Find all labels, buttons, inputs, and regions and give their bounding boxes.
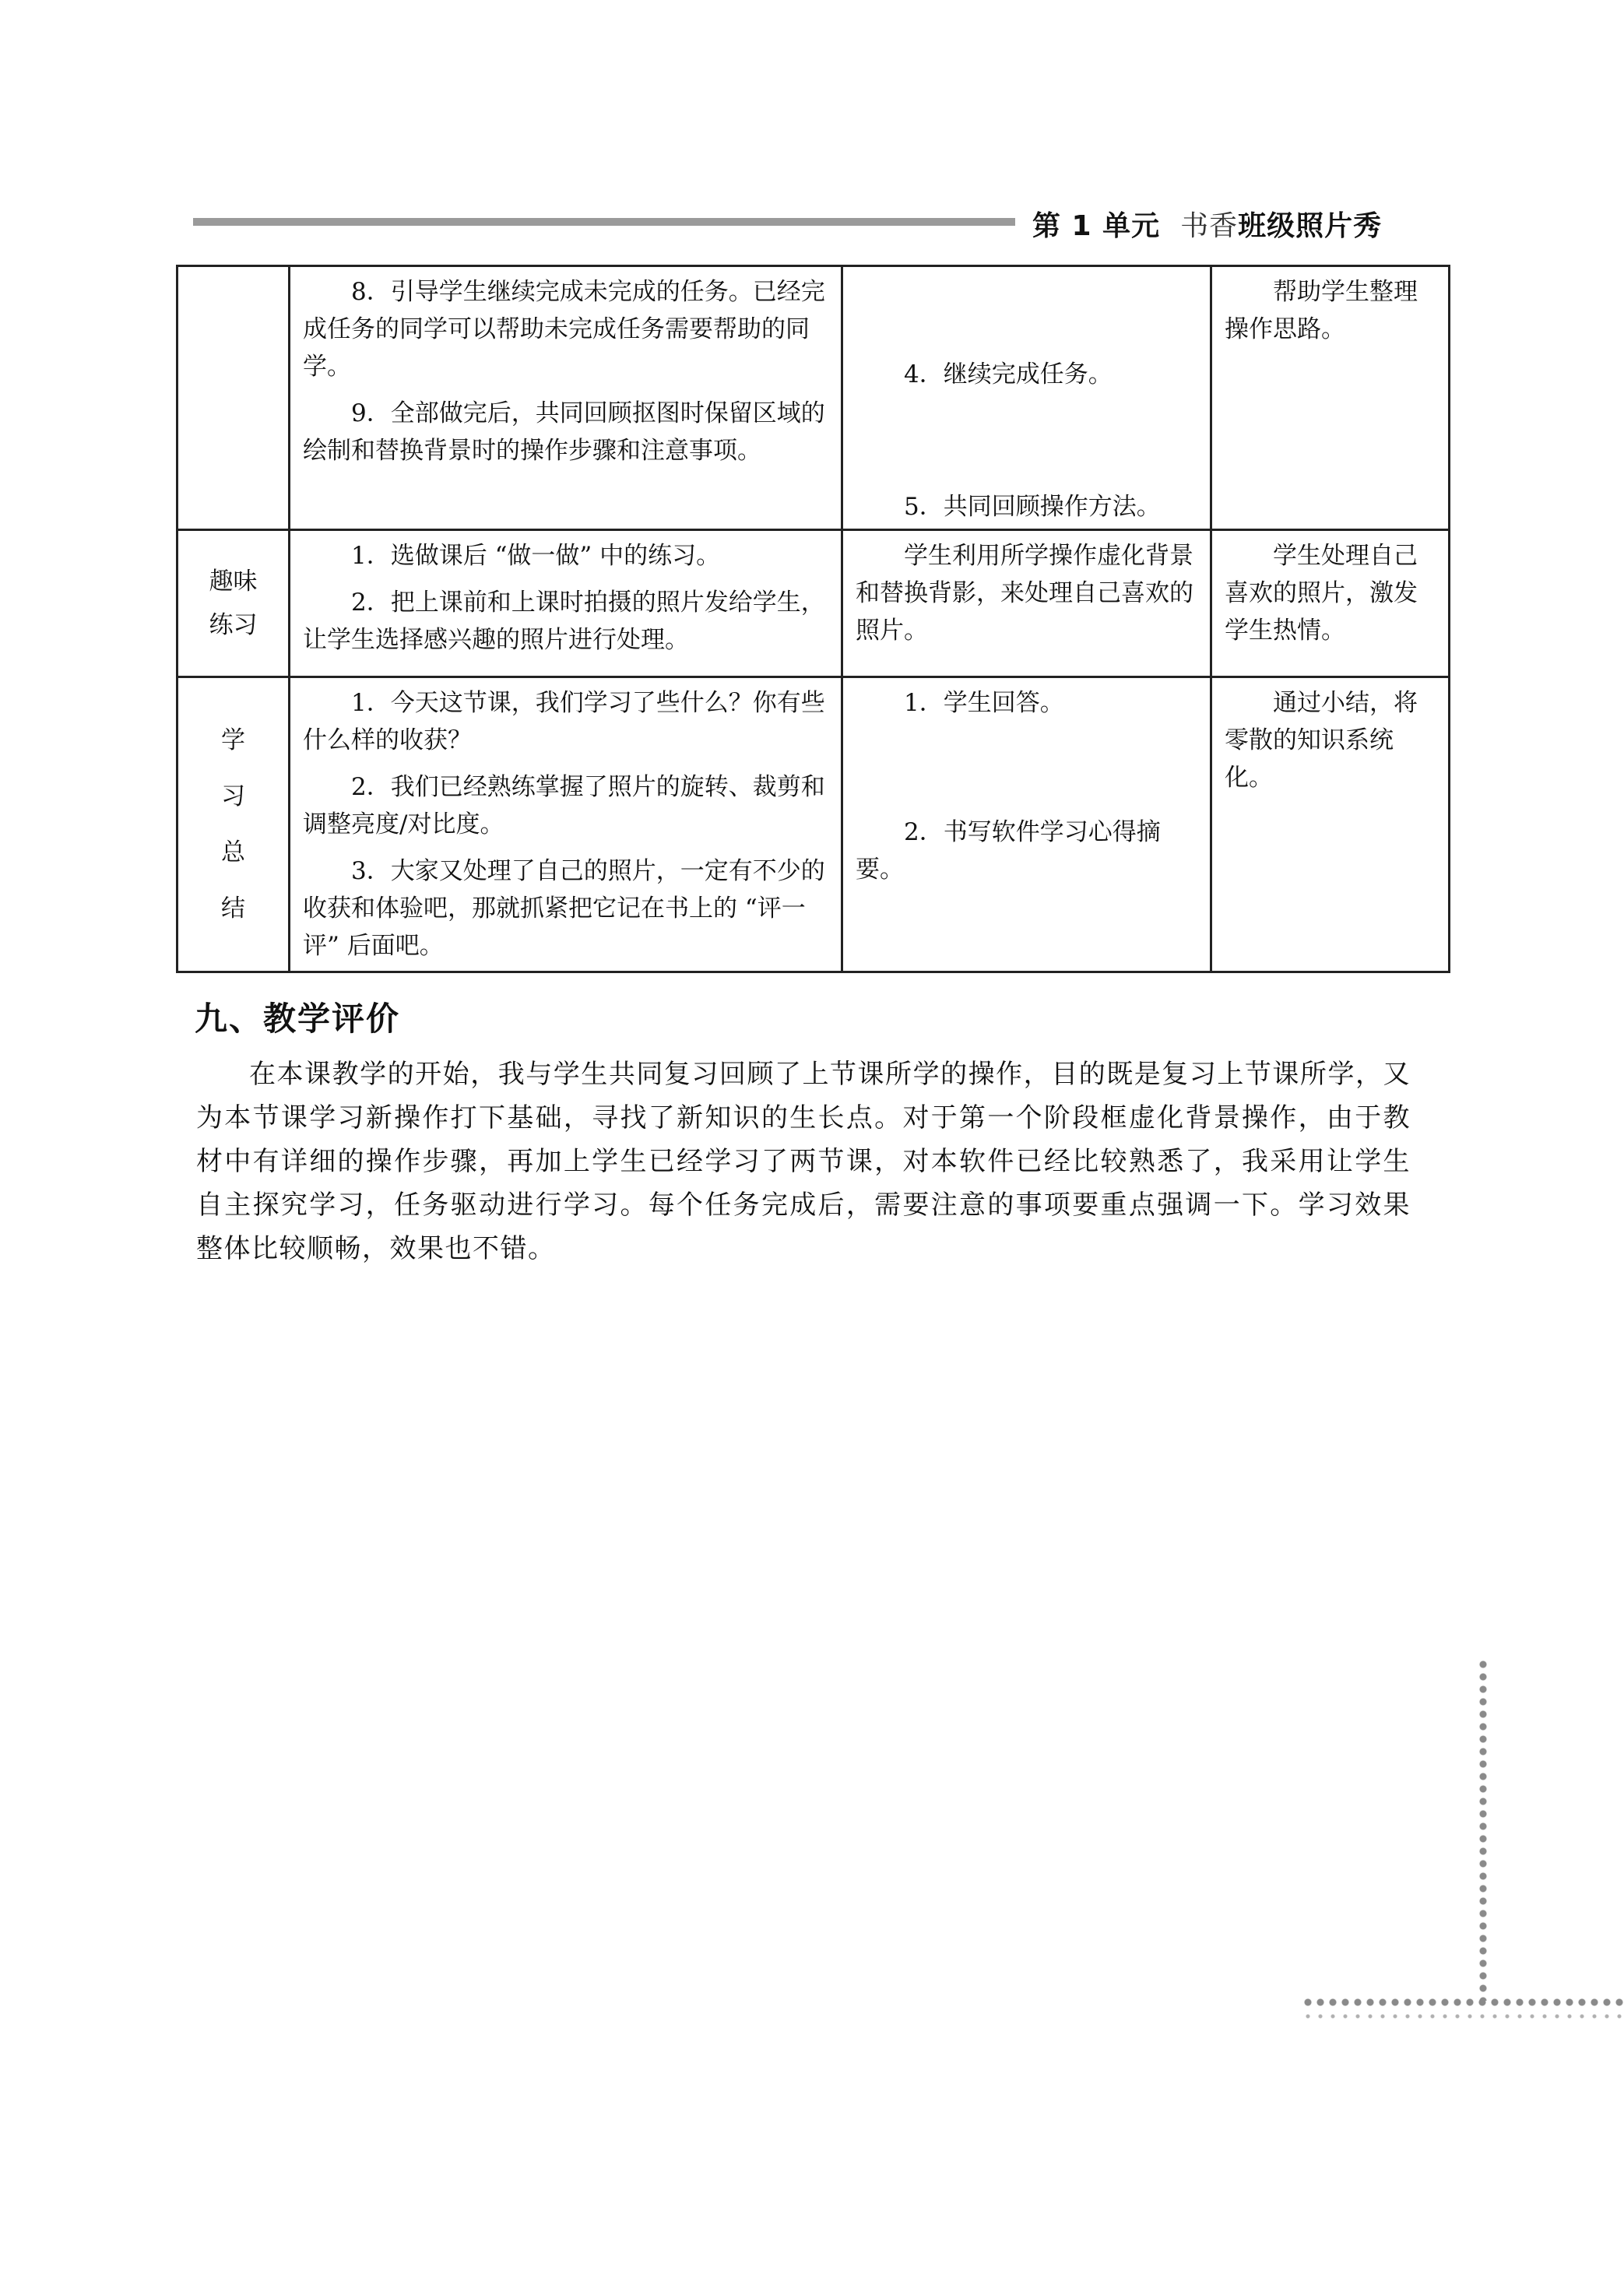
row-label-char: 结 xyxy=(221,894,245,923)
teacher-step: 2．把上课前和上课时拍摄的照片发给学生，让学生选择感兴趣的照片进行处理。 xyxy=(303,589,825,654)
row-label-char: 学 xyxy=(221,726,245,754)
student-activity-cell xyxy=(842,677,1211,972)
page-header xyxy=(1032,204,1382,244)
row-label-char: 总 xyxy=(221,838,245,866)
decorative-dotted-line xyxy=(1302,1997,1624,2008)
teacher-step: 1．今天这节课，我们学习了些什么？你有些什么样的收获？ xyxy=(303,689,825,754)
decorative-dots xyxy=(1302,2013,1624,2019)
decorative-dotted-line xyxy=(1478,1658,1489,2001)
unit-label: 第 1 单元 xyxy=(1032,210,1161,242)
teacher-step: 8．引导学生继续完成未完成的任务。已经完成任务的同学可以帮助未完成任务需要帮助的同学。 xyxy=(303,278,825,381)
teacher-step: 9．全部做完后，共同回顾抠图时保留区域的绘制和替换背景时的操作步骤和注意事项。 xyxy=(303,399,825,465)
teacher-step: 2．我们已经熟练掌握了照片的旋转、裁剪和调整亮度/对比度。 xyxy=(303,773,825,838)
row-label-line: 练习 xyxy=(209,611,258,639)
table-row xyxy=(178,677,1450,972)
row-label-line: 趣味 xyxy=(209,568,258,596)
design-intent: 学生处理自己喜欢的照片，激发学生热情。 xyxy=(1225,542,1418,645)
row-label-char: 习 xyxy=(221,782,245,810)
student-activity-cell xyxy=(842,266,1211,530)
student-activity-cell xyxy=(842,530,1211,677)
student-step: 4．继续完成任务。 xyxy=(904,360,1113,388)
design-intent-cell xyxy=(1211,266,1450,530)
unit-subtitle-light: 书香 xyxy=(1180,210,1239,242)
teacher-activity-cell xyxy=(290,677,842,972)
header-rule xyxy=(193,218,1015,226)
teacher-activity-cell xyxy=(290,266,842,530)
student-step: 2．书写软件学习心得摘要。 xyxy=(856,818,1161,884)
section-title: 九、教学评价 xyxy=(195,1000,401,1038)
teacher-activity-cell xyxy=(290,530,842,677)
design-intent-cell xyxy=(1211,530,1450,677)
table-row xyxy=(178,266,1450,530)
design-intent: 通过小结，将零散的知识系统化。 xyxy=(1225,689,1418,792)
section-body: 在本课教学的开始，我与学生共同复习回顾了上节课所学的操作，目的既是复习上节课所学，又为本节课学习新操作打下基础，寻找了新知识的生长点。对于第一个阶段框虚化背景操作，由于教材中有详细的操作步骤，再加上学生已经学习了两节课，对本软件已经比较熟悉了，我采用让学生自主探究学习，任务驱动进行学习。每个任务完成后，需要注意的事项要重点强调一下。学习效果整体比较顺畅，效果也不错。 xyxy=(196,1059,1411,1264)
design-intent: 帮助学生整理操作思路。 xyxy=(1225,278,1418,343)
lesson-table xyxy=(176,265,1450,973)
row-label xyxy=(178,266,290,530)
student-step: 1．学生回答。 xyxy=(904,689,1064,717)
table-row xyxy=(178,530,1450,677)
teacher-step: 3．大家又处理了自己的照片，一定有不少的收获和体验吧，那就抓紧把它记在书上的 “评一评” 后面吧。 xyxy=(303,857,825,960)
student-activity: 学生利用所学操作虚化背景和替换背影，来处理自己喜欢的照片。 xyxy=(856,542,1193,645)
teacher-step: 1．选做课后 “做一做” 中的练习。 xyxy=(351,542,721,570)
design-intent-cell xyxy=(1211,677,1450,972)
row-label xyxy=(178,530,290,677)
row-label xyxy=(178,677,290,972)
student-step: 5．共同回顾操作方法。 xyxy=(904,493,1161,521)
unit-subtitle-bold: 班级照片秀 xyxy=(1238,210,1383,242)
